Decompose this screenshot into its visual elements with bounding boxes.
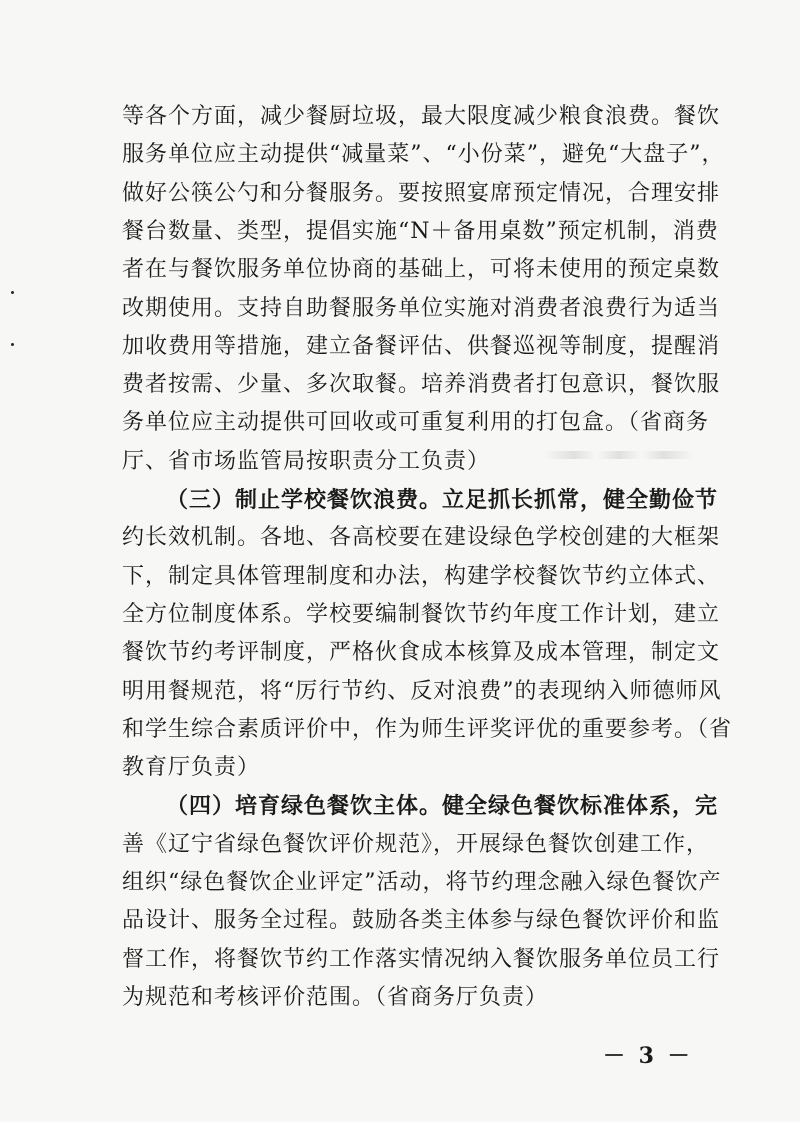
body-line: 等各个方面，减少餐厨垃圾，最大限度减少粮食浪费。餐饮 — [122, 104, 721, 129]
body-line: 教育厅负责） — [122, 755, 261, 780]
body-line: 善《辽宁省绿色餐饮评价规范》，开展绿色餐饮创建工作， — [122, 832, 710, 857]
body-line: 餐台数量、类型，提倡实施“N＋备用桌数”预定机制，消费 — [122, 219, 719, 244]
body-line: 改期使用。支持自助餐服务单位实施对消费者浪费行为适当 — [122, 296, 721, 321]
scan-speck — [11, 291, 14, 294]
body-line: 全方位制度体系。学校要编制餐饮节约年度工作计划，建立 — [122, 602, 721, 627]
body-line: 加收费用等措施，建立备餐评估、供餐巡视等制度，提醒消 — [122, 334, 721, 359]
section-heading-three: （三）制止学校餐饮浪费。立足抓长抓常，健全勤俭节 — [166, 487, 719, 513]
bleed-through-mark — [544, 451, 694, 459]
body-line: 为规范和考核评价范围。（省商务厅负责） — [122, 985, 549, 1010]
body-line: 服务单位应主动提供“减量菜”、“小份菜”，避免“大盘子”， — [122, 142, 725, 167]
body-line: 餐饮节约考评制度，严格伙食成本核算及成本管理，制定文 — [122, 640, 721, 665]
body-line: 者在与餐饮服务单位协商的基础上，可将未使用的预定桌数 — [122, 257, 721, 282]
body-line: 督工作，将餐饮节约工作落实情况纳入餐饮服务单位员工行 — [122, 947, 721, 972]
body-line: 务单位应主动提供可回收或可重复利用的打包盒。（省商务 — [122, 410, 710, 435]
page-number: － 3 － — [603, 1043, 693, 1069]
body-line: 和学生综合素质评价中，作为师生评奖评优的重要参考。（省 — [122, 717, 733, 742]
body-line: 约长效机制。各地、各高校要在建设绿色学校创建的大框架 — [122, 525, 721, 550]
body-line: 下，制定具体管理制度和办法，构建学校餐饮节约立体式、 — [122, 564, 721, 589]
scan-speck — [11, 343, 14, 346]
section-heading-four: （四）培育绿色餐饮主体。健全绿色餐饮标准体系，完 — [166, 793, 719, 819]
body-line: 费者按需、少量、多次取餐。培养消费者打包意识，餐饮服 — [122, 372, 721, 397]
body-line: 厅、省市场监管局按职责分工负责） — [122, 449, 491, 474]
body-line: 组织“绿色餐饮企业评定”活动，将节约理念融入绿色餐饮产 — [122, 870, 722, 895]
body-line: 做好公筷公勺和分餐服务。要按照宴席预定情况，合理安排 — [122, 181, 721, 206]
body-line: 明用餐规范，将“厉行节约、反对浪费”的表现纳入师德师风 — [122, 679, 722, 704]
body-line: 品设计、服务全过程。鼓励各类主体参与绿色餐饮评价和监 — [122, 908, 721, 933]
